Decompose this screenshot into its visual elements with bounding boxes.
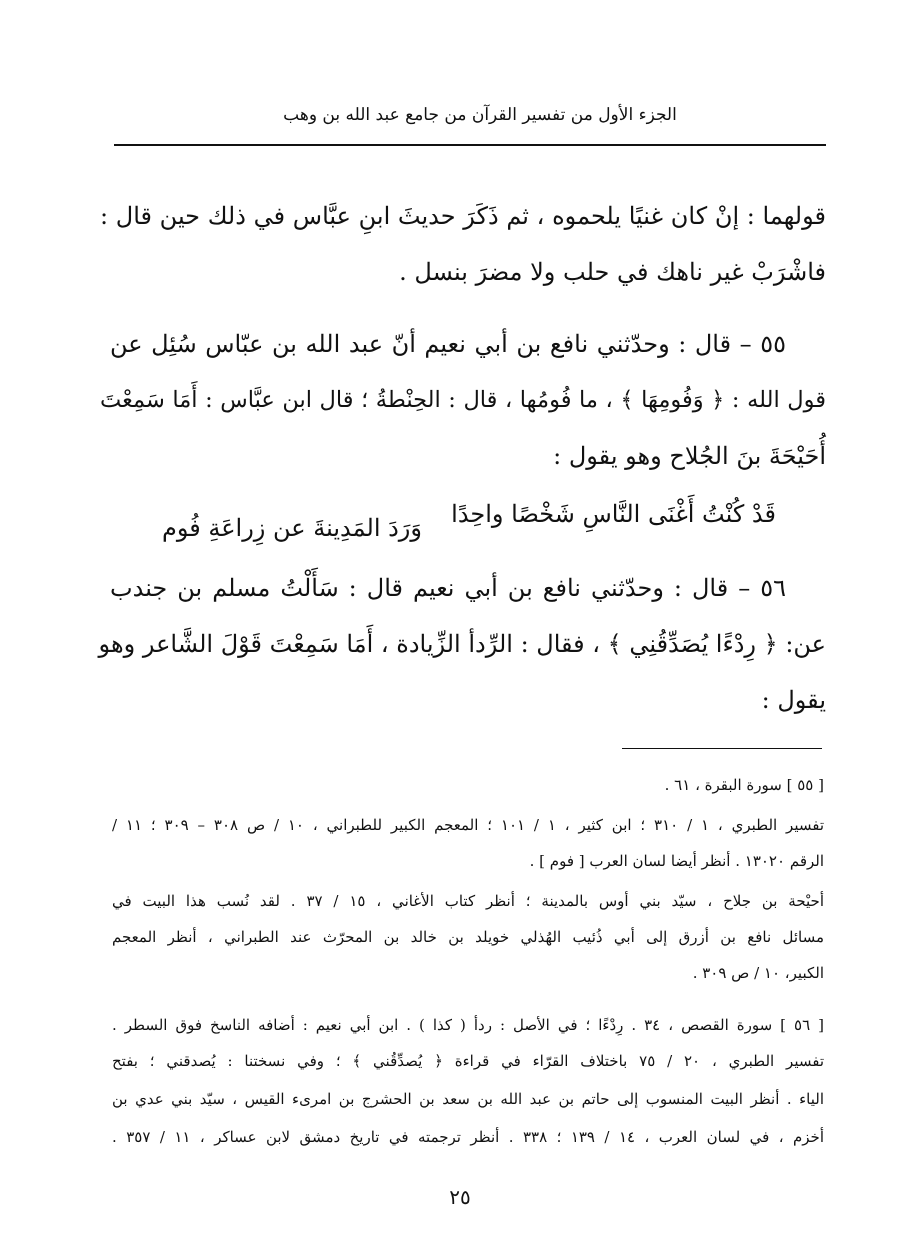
page-number: ٢٥	[449, 1185, 471, 1209]
body-line: فاشْرَبْ غير ناهك في حلب ولا مضرَ بنسل .	[399, 258, 826, 286]
paragraph-55-line: أُحَيْحَةَ بنَ الجُلاح وهو يقول :	[553, 442, 826, 470]
running-header: الجزء الأول من تفسير القرآن من جامع عبد الله بن وهب	[283, 105, 677, 125]
paragraph-55-line: ٥٥ – قال : وحدّثني نافع بن أبي نعيم أنّ عبد الله بن عبّاس سُئِل عن	[110, 330, 787, 358]
paragraph-56-line: عن: ﴿ رِدْءًا يُصَدِّقُنِي ﴾ ، فقال : الرِّدأ الزِّيادة ، أَمَا سَمِعْتَ قَوْلَ الشَّاعر وهو	[98, 630, 826, 658]
footnote-rule	[622, 748, 822, 749]
footnote-line: مسائل نافع بن أزرق إلى أبي ذُئيب الهُذلي خويلد بن خالد بن المحرّث عند الطبراني ، أنظر المعجم	[112, 928, 824, 946]
footnote-line: [ ٥٦ ] سورة القصص ، ٣٤ . رِدْءًا ؛ في الأصل : ردأ ( كذا ) . ابن أبي نعيم : أضافه الناسخ فوق السطر .	[112, 1016, 824, 1034]
verse-second-hemistich: وَرَدَ المَدِينةَ عن زِراعَةِ فُوم	[162, 514, 422, 542]
footnote-line: أخزم ، في لسان العرب ، ١٤ / ١٣٩ ؛ ٣٣٨ . أنظر ترجمته في تاريخ دمشق لابن عساكر ، ١١ / ٣٥٧ .	[112, 1128, 824, 1146]
footnote-line: تفسير الطبري ، ٢٠ / ٧٥ باختلاف القرّاء في قراءة ﴿ يُصدِّقُني ﴾ ؛ وفي نسختنا : يُصدقني ؛ بفتح	[112, 1052, 824, 1070]
footnote-line: الرقم ١٣٠٢٠ . أنظر أيضا لسان العرب [ فوم ] .	[529, 852, 824, 870]
paragraph-56-line: يقول :	[761, 686, 826, 714]
footnote-line: الكبير، ١٠ / ص ٣٠٩ .	[692, 964, 824, 982]
paragraph-56-line: ٥٦ – قال : وحدّثني نافع بن أبي نعيم قال : سَأَلْتُ مسلم بن جندب	[110, 574, 786, 602]
footnote-line: تفسير الطبري ، ١ / ٣١٠ ؛ ابن كثير ، ١ / ١٠١ ؛ المعجم الكبير للطبراني ، ١٠ / ص ٣٠٨ – ٣٠٩ ؛ ١١ /	[112, 816, 825, 834]
verse-first-hemistich: قَدْ كُنْتُ أَغْنَى النَّاسِ شَخْصًا واحِدًا	[451, 500, 776, 528]
footnote-line: أحيْحة بن جلاح ، سيّد بني أوس بالمدينة ؛ أنظر كتاب الأغاني ، ١٥ / ٣٧ . لقد نُسب هذا البيت في	[112, 892, 824, 910]
body-line: قولهما : إنْ كان غنيًا يلحموه ، ثم ذَكَرَ حديثَ ابنِ عبَّاس في ذلك حين قال :	[100, 202, 826, 230]
footnote-line: الياء . أنظر البيت المنسوب إلى حاتم بن عبد الله بن سعد بن الحشرج بن امرىء القيس ، سيّد بني عدي بن	[112, 1090, 824, 1108]
paragraph-55-line: قول الله : ﴿ وَفُومِهَا ﴾ ، ما فُومُها ، قال : الحِنْطةُ ؛ قال ابن عبَّاس : أَمَا سَمِعْتَ	[100, 387, 826, 413]
footnote-line: [ ٥٥ ] سورة البقرة ، ٦١ .	[664, 776, 824, 794]
header-rule	[114, 144, 826, 146]
